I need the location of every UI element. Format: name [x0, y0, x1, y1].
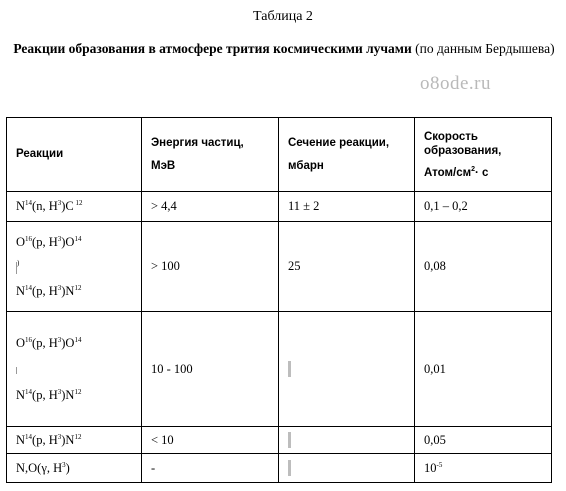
cell-energy: - — [142, 454, 279, 483]
cell-energy: < 10 — [142, 427, 279, 454]
title-bold: Реакции образования в атмосфере трития космическими лучами — [13, 41, 412, 56]
cell-rate: $10^{-5}$ — [415, 454, 552, 483]
title-normal: (по данным Бердышева) — [411, 41, 555, 56]
data-table — [6, 117, 552, 483]
table-row — [7, 454, 552, 483]
table-row — [7, 192, 552, 222]
cell-energy: 10 - 100 — [142, 312, 279, 427]
table-caption: Таблица 2 — [253, 9, 313, 24]
scan-mark — [288, 460, 291, 476]
cell-energy: > 100 — [142, 222, 279, 312]
cell-cross-section — [279, 312, 415, 427]
cell-energy: > 4,4 — [142, 192, 279, 222]
header-reaction: Реакции — [7, 118, 142, 192]
cell-reaction: $O^{16}(p$, $H^3)O^{14}$ ) $N^{14}(p$, $H^3)N^{12}$ — [7, 222, 142, 312]
table-header-row — [7, 118, 552, 192]
cell-cross-section — [279, 427, 415, 454]
separator-mark: ) — [17, 259, 20, 268]
scan-mark — [288, 432, 291, 448]
cell-reaction: N,O(γ, $H^3$) — [7, 454, 142, 483]
cell-cross-section — [279, 454, 415, 483]
cell-reaction: $O^{16}(p$, $H^3)O^{14}$ $N^{14}(p$, $H^3)N^{12}$ — [7, 312, 142, 427]
cell-rate: 0,01 — [415, 312, 552, 427]
table-row — [7, 427, 552, 454]
cell-rate: 0,05 — [415, 427, 552, 454]
table-row — [7, 222, 552, 312]
cell-rate: 0,08 — [415, 222, 552, 312]
header-rate: Скорость образования, Атом/$см^2\cdot с$ — [415, 118, 552, 192]
header-energy: Энергия частиц, МэВ — [142, 118, 279, 192]
cell-cross-section: 11 ± 2 — [279, 192, 415, 222]
cell-cross-section: 25 — [279, 222, 415, 312]
cell-reaction: $N^{14}(p$, $H^3)N^{12}$ — [7, 427, 142, 454]
table-row — [7, 312, 552, 427]
header-cross-section: Сечение реакции, мбарн — [279, 118, 415, 192]
watermark-text: o8ode.ru — [420, 73, 492, 94]
cell-reaction: $N^{14}(n$, $H^3)C$ $^{12}$ — [7, 192, 142, 222]
scan-mark — [16, 367, 17, 374]
cell-rate: 0,1 – 0,2 — [415, 192, 552, 222]
table-title — [2, 40, 566, 58]
scan-mark — [288, 361, 291, 377]
